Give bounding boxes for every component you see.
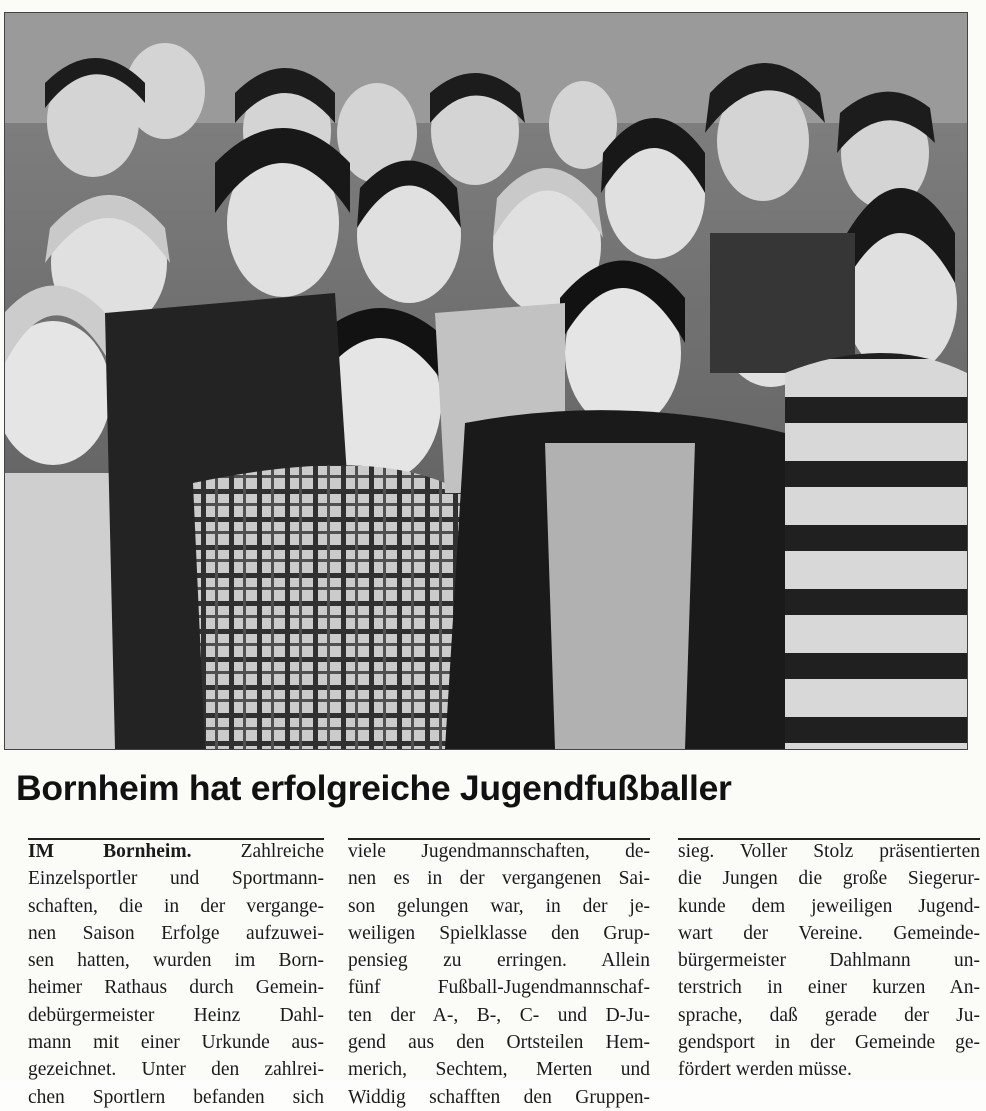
article-line: Einzelsportler und Sportmann- (28, 868, 324, 890)
article-line: wart der Vereine. Gemeinde- (678, 922, 980, 944)
group-photo (4, 12, 968, 750)
article-line: son gelungen war, in der je- (348, 895, 650, 917)
article-line: bürgermeister Dahlmann un- (678, 950, 980, 972)
article-line: gendsport in der Gemeinde ge- (678, 1032, 980, 1054)
article-line: die Jungen die große Siegerur- (678, 868, 980, 890)
article-line: gezeichnet. Unter den zahlrei- (28, 1059, 324, 1081)
article-line: pensieg zu erringen. Allein (348, 950, 650, 972)
article-byline: IM Bornheim. (28, 841, 192, 862)
article-line: mann mit einer Urkunde aus- (28, 1032, 324, 1054)
article-line: merich, Sechtem, Merten und (348, 1059, 650, 1081)
article-line: ten der A-, B-, C- und D-Ju- (348, 1004, 650, 1026)
article-line: IM Bornheim. Zahlreiche (28, 841, 324, 862)
article-line: nen es in der vergangenen Sai- (348, 868, 650, 890)
article-line: chen Sportlern befanden sich (28, 1086, 324, 1108)
article-line: terstrich in einer kurzen An- (678, 977, 980, 999)
article-line: fünf Fußball-Jugendmannschaf- (348, 977, 650, 999)
article-line: kunde dem jeweiligen Jugend- (678, 895, 980, 917)
article-column-3 (678, 838, 980, 1084)
article-line: weiligen Spielklasse den Grup- (348, 922, 650, 944)
article-line: heimer Rathaus durch Gemein- (28, 977, 324, 999)
article-headline: Bornheim hat erfolgreiche Jugendfußballer (16, 768, 732, 808)
article-line: gend aus den Ortsteilen Hem- (348, 1032, 650, 1054)
group-photo-icon (5, 13, 967, 749)
article-line: debürgermeister Heinz Dahl- (28, 1004, 324, 1026)
article-line: schaften, die in der vergange- (28, 895, 324, 917)
article-line: sen hatten, wurden im Born- (28, 950, 324, 972)
article-line: Widdig schafften den Gruppen- (348, 1086, 650, 1108)
article-line: fördert werden müsse. (678, 1059, 852, 1081)
article-line: sprache, daß gerade der Ju- (678, 1004, 980, 1026)
article-line: sieg. Voller Stolz präsentierten (678, 841, 980, 862)
article-body (28, 838, 980, 1108)
article-column-1 (28, 838, 324, 1111)
article-line: viele Jugendmannschaften, de- (348, 841, 650, 862)
article-line: nen Saison Erfolge aufzuwei- (28, 922, 324, 944)
article-column-2 (348, 838, 650, 1111)
